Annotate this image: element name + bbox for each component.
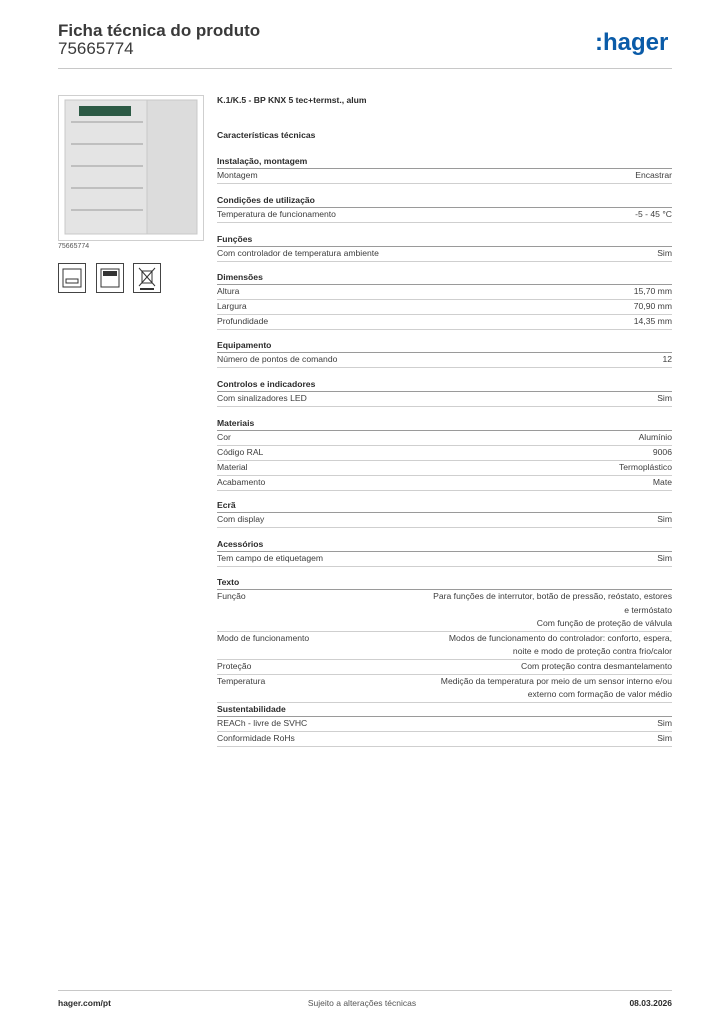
section-installation [217,154,672,184]
spec-row: Função Para funções de interrutor, botão de pressão, reóstato, estores e termóstato Com função de proteção de válvula [217,590,672,632]
spec-row: Conformidade RoHs Sim [217,732,672,747]
characteristics-title: Características técnicas [217,130,316,140]
spec-row: Profundidade 14,35 mm [217,315,672,330]
spec-row: REACh - livre de SVHC Sim [217,717,672,732]
weee-bin-icon [133,263,161,293]
spec-row: Com controlador de temperatura ambiente Sim [217,247,672,262]
section-title: Dimensões [217,270,672,285]
section-materials [217,416,672,491]
section-title: Condições de utilização [217,193,672,208]
section-conditions [217,193,672,223]
page-title: Ficha técnica do produto [58,21,261,40]
footer-date: 08.03.2026 [629,998,672,1008]
spec-row: Temperatura Medição da temperatura por meio de um sensor interno e/ou externo com formação de valor médio [217,675,672,703]
section-accessories [217,537,672,567]
footer-divider [58,990,672,991]
section-text [217,575,672,703]
hager-logo [595,28,675,58]
spec-row: Montagem Encastrar [217,169,672,184]
spec-row: Com sinalizadores LED Sim [217,392,672,407]
section-screen [217,498,672,528]
svg-text::hager: :hager [595,29,669,56]
section-title: Acessórios [217,537,672,552]
spec-row: Altura 15,70 mm [217,285,672,300]
spec-row: Acabamento Mate [217,476,672,491]
spec-row: Largura 70,90 mm [217,300,672,315]
section-title: Instalação, montagem [217,154,672,169]
spec-row: Cor Alumínio [217,431,672,446]
spec-row: Temperatura de funcionamento -5 - 45 °C [217,208,672,223]
spec-row: Material Termoplástico [217,461,672,476]
product-image [58,95,204,241]
product-reference: 75665774 [58,39,134,58]
spec-row: Modo de funcionamento Modos de funcionamento do controlador: conforto, espera, noite e modo de proteção contra frio/calor [217,632,672,660]
section-controls [217,377,672,407]
spec-row: Número de pontos de comando 12 [217,353,672,368]
display-device-icon [96,263,124,293]
footer-notice: Sujeito a alterações técnicas [307,998,417,1008]
section-title: Texto [217,575,672,590]
section-title: Controlos e indicadores [217,377,672,392]
device-icon [58,263,86,293]
section-title: Ecrã [217,498,672,513]
section-title: Funções [217,232,672,247]
section-equipment [217,338,672,368]
header-divider [58,68,672,69]
spec-row: Com display Sim [217,513,672,528]
section-functions [217,232,672,262]
section-title: Sustentabilidade [217,702,672,717]
section-sustainability [217,702,672,747]
section-title: Materiais [217,416,672,431]
image-reference: 75665774 [58,243,90,250]
section-dimensions [217,270,672,330]
footer-website: hager.com/pt [58,998,111,1008]
spec-row: Proteção Com proteção contra desmantelamento [217,660,672,675]
product-name: K.1/K.5 - BP KNX 5 tec+termst., alum [217,95,367,105]
spec-row: Código RAL 9006 [217,446,672,461]
section-title: Equipamento [217,338,672,353]
spec-row: Tem campo de etiquetagem Sim [217,552,672,567]
